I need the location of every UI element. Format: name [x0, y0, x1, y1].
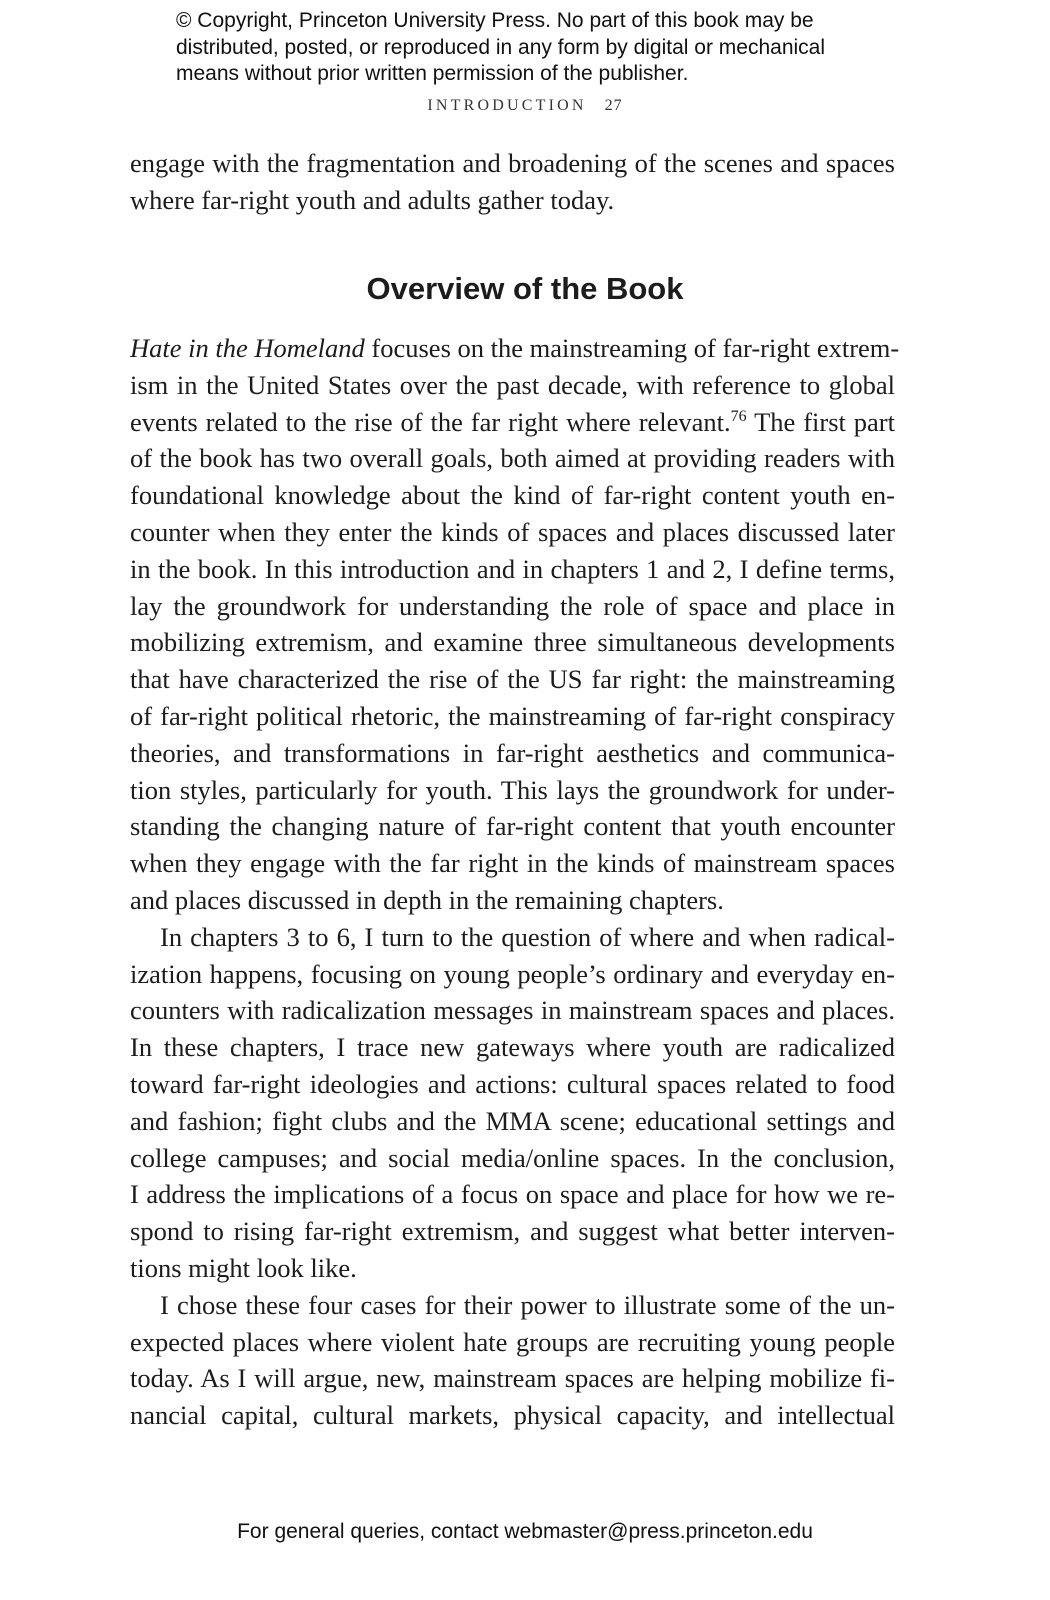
text-line: spond to rising far-right extremism, and suggest what better interven-: [130, 1216, 895, 1247]
copyright-line: distributed, posted, or reproduced in any form by digital or mechanical: [176, 35, 826, 59]
copyright-notice: [176, 8, 896, 88]
text-line: college campuses; and social media/online spaces. In the conclusion,: [130, 1142, 895, 1173]
text-line: that have characterized the rise of the US far right: the mainstreaming: [130, 664, 895, 695]
text-line: I address the implications of a focus on space and place for how we re-: [130, 1179, 895, 1210]
text-line: foundational knowledge about the kind of far-right content youth en-: [130, 480, 895, 511]
text-line: standing the changing nature of far-right content that youth encounter: [130, 811, 895, 842]
text-line: ism in the United States over the past decade, with reference to global: [130, 369, 895, 400]
text-line: today. As I will argue, new, mainstream spaces are helping mobilize fi-: [130, 1363, 895, 1394]
text-line: of the book has two overall goals, both aimed at providing readers with: [130, 443, 895, 474]
text-line: tions might look like.: [130, 1252, 357, 1283]
running-head-section: INTRODUCTION: [427, 97, 587, 114]
body-paragraphs: [130, 330, 900, 1434]
text-line: nancial capital, cultural markets, physical capacity, and intellectual: [130, 1400, 895, 1431]
text-line: and places discussed in depth in the remaining chapters.: [130, 884, 724, 915]
endnote-reference[interactable]: 76: [730, 407, 747, 425]
text-line: toward far-right ideologies and actions: cultural spaces related to food: [130, 1068, 895, 1099]
text-line: I chose these four cases for their power to illustrate some of the un-: [160, 1289, 895, 1320]
text-line: tion styles, particularly for youth. This lays the groundwork for under-: [130, 774, 895, 805]
opening-paragraph: [130, 145, 895, 219]
text-line: where far-right youth and adults gather today.: [130, 184, 615, 215]
text-line: events related to the rise of the far right where relevant.$^{76}$ The first part: [130, 406, 895, 437]
text-line: counters with radicalization messages in mainstream spaces and places.: [130, 995, 895, 1026]
text-line: engage with the fragmentation and broadening of the scenes and spaces: [130, 148, 895, 178]
section-heading: Overview of the Book: [366, 271, 684, 306]
text-line: In these chapters, I trace new gateways where youth are radicalized: [130, 1032, 895, 1063]
book-title: Hate in the Homeland: [130, 333, 365, 363]
footer-contact: For general queries, contact webmaster@press.princeton.edu: [237, 1520, 813, 1543]
text-line: expected places where violent hate groups are recruiting young people: [130, 1326, 895, 1357]
text-line: In chapters 3 to 6, I turn to the question of where and when radical-: [160, 921, 895, 952]
text-line: Hate in the Homeland focuses on the mainstreaming of far-right extrem-: [130, 333, 900, 363]
text-line: counter when they enter the kinds of spaces and places discussed later: [130, 516, 895, 547]
running-head: [0, 97, 1050, 115]
copyright-line: means without prior written permission of the publisher.: [176, 62, 689, 85]
text-line: lay the groundwork for understanding the role of space and place in: [130, 590, 895, 621]
page-number: 27: [604, 97, 623, 114]
text-line: when they engage with the far right in the kinds of mainstream spaces: [130, 848, 895, 879]
text-line: in the book. In this introduction and in chapters 1 and 2, I define terms,: [130, 553, 895, 584]
text-line: of far-right political rhetoric, the mainstreaming of far-right conspiracy: [130, 700, 895, 731]
text-line: and fashion; fight clubs and the MMA scene; educational settings and: [130, 1105, 895, 1136]
text-line: ization happens, focusing on young people’s ordinary and everyday en-: [130, 958, 895, 989]
copyright-line: © Copyright, Princeton University Press. No part of this book may be: [176, 9, 814, 32]
text-line: theories, and transformations in far-right aesthetics and communica-: [130, 737, 895, 768]
text-line: mobilizing extremism, and examine three simultaneous developments: [130, 627, 895, 658]
